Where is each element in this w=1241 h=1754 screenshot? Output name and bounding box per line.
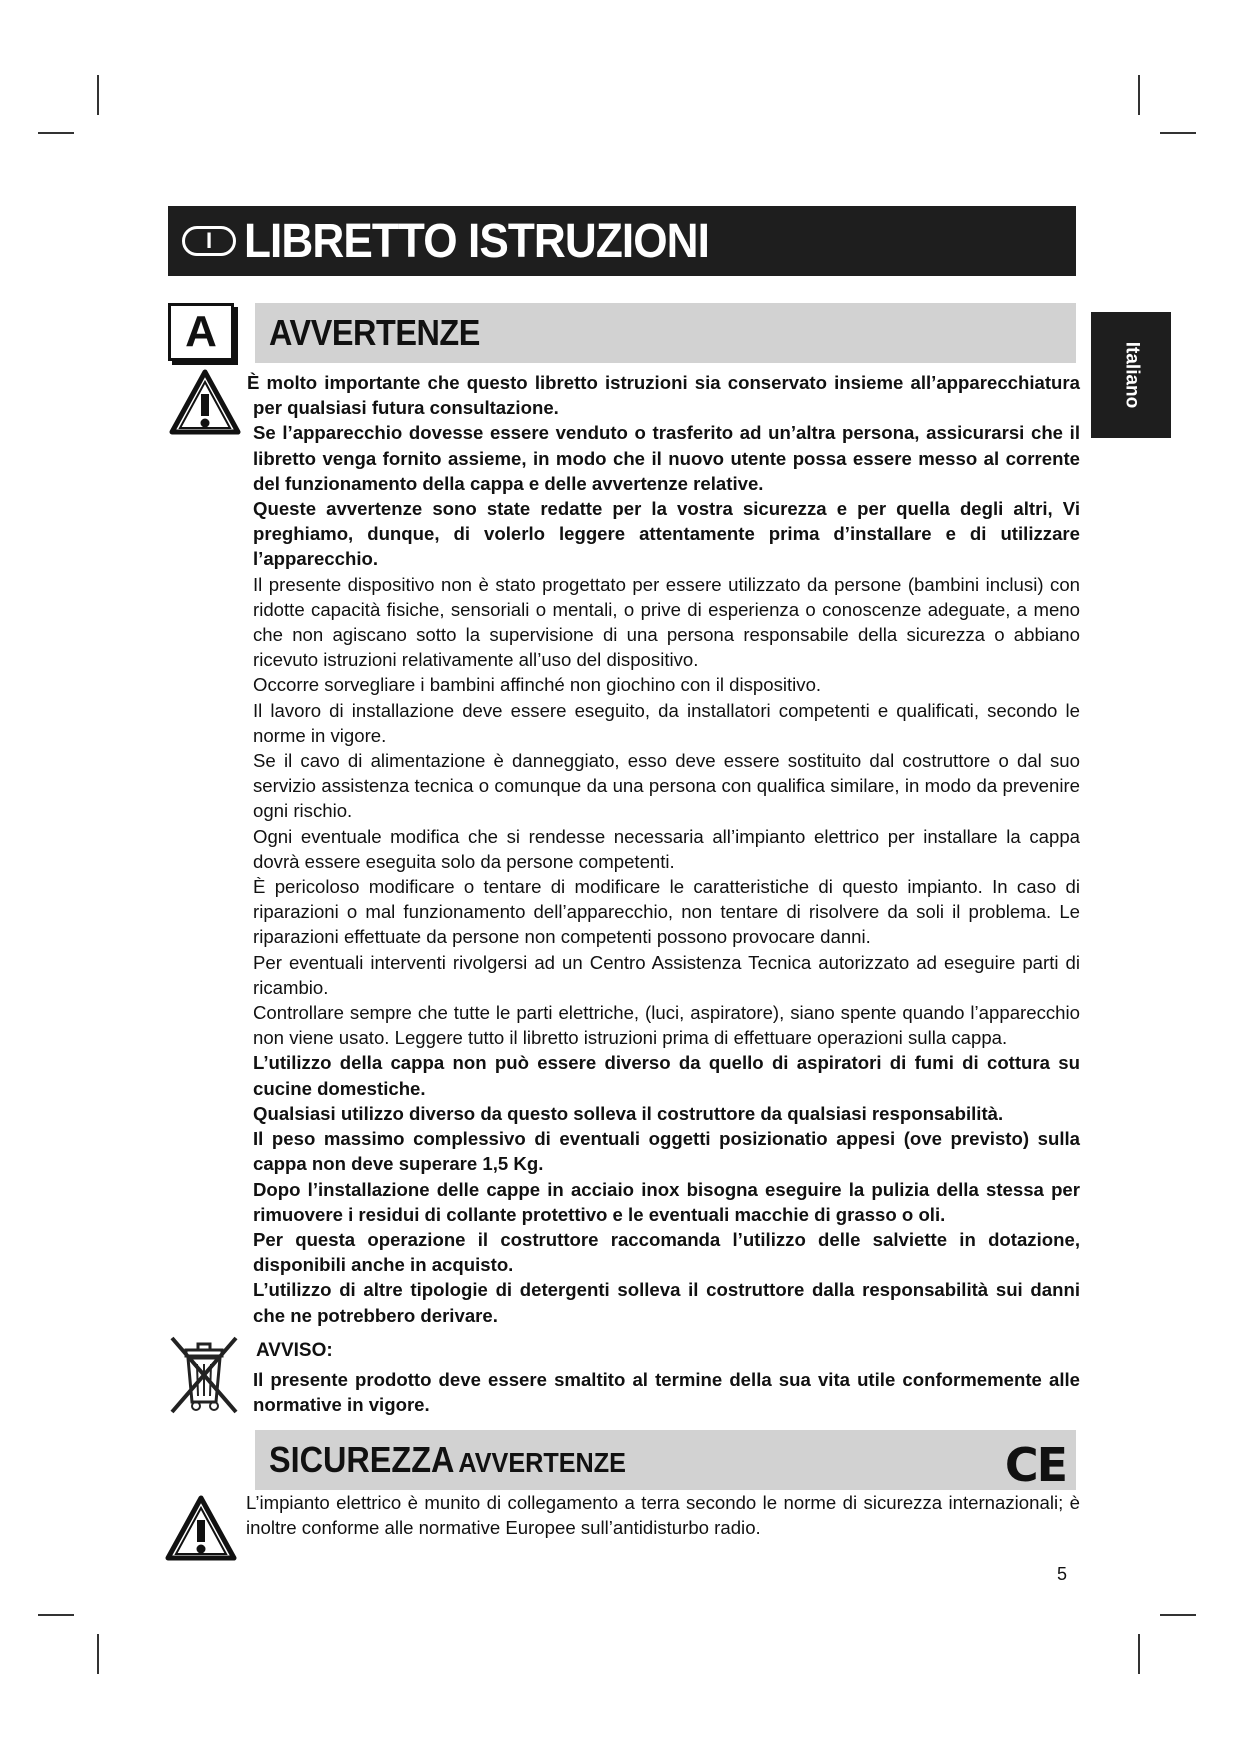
crop-mark [1138,75,1140,115]
document-title-bar [168,206,1076,276]
crop-mark [97,1634,99,1674]
crop-mark [97,75,99,115]
language-tab [1091,312,1171,438]
crop-mark [38,132,74,134]
crop-mark [1138,1634,1140,1674]
paragraph: Se il cavo di alimentazione è danneggiato, esso deve essere sostituito dal costruttore o dal suo servizio assistenza tecnica o comunque da una persona con qualifica similare, in modo da prevenire ogni rischio. [253,750,1080,822]
language-badge: I [182,226,236,256]
section-header-avvertenze [255,303,1076,363]
section-title-main: SICUREZZA [269,1439,455,1480]
paragraph: Dopo l’installazione delle cappe in acciaio inox bisogna eseguire la pulizia della stessa per rimuovere i residui di collante protettivo e le eventuali macchie di grasso o oli. [253,1178,1080,1225]
paragraph: È pericoloso modificare o tentare di modificare le caratteristiche di questo impianto. In caso di riparazioni o mal funzionamento dell’apparecchio, non tentare di risolvere da soli il problema. Le riparazioni effettuate da persone non competenti possono provocare danni. [253,876,1080,948]
safety-text: L’impianto elettrico è munito di collegamento a terra secondo le norme di sicurezza internazionali; è inoltre conforme alle normative Europee sull’antidisturbo radio. [246,1492,1080,1539]
paragraph: L’utilizzo della cappa non può essere diverso da quello di aspiratori di fumi di cottura su cucine domestiche. [253,1052,1080,1099]
paragraph: Occorre sorvegliare i bambini affinché non giochino con il dispositivo. [253,674,822,696]
avvertenze-body [247,370,1080,1328]
paragraph: Se l’apparecchio dovesse essere venduto o trasferito ad un’altra persona, assicurarsi che il libretto venga fornito assieme, in modo che il nuovo utente possa essere messo al corrente del funzionamento della cappa e delle avvertenze relative. [253,422,1080,494]
crop-mark [1160,132,1196,134]
paragraph: Il presente dispositivo non è stato progettato per essere utilizzato da persone (bambini inclusi) con ridotte capacità fisiche, sensoriali o mentali, o prive di esperienza o conoscenze adeguate, a meno che non agiscano sotto la supervisione di una persona responsabile della sicurezza o abbiano ricevuto istruzioni relativamente all’uso del dispositivo. [253,573,1080,671]
section-title [269,1439,626,1481]
paragraph: Il lavoro di installazione deve essere eseguito, da installatori competenti e qualificati, secondo le norme in vigore. [253,699,1080,746]
paragraph: Queste avvertenze sono state redatte per la vostra sicurezza e per quella degli altri, Vi preghiamo, dunque, di volerlo leggere attentamente prima d’installare e di utilizzare l’apparecchio. [253,498,1080,570]
warning-triangle-icon [168,368,242,436]
paragraph: Controllare sempre che tutte le parti elettriche, (luci, aspiratore), siano spente quando l’apparecchio non viene usato. Leggere tutto il libretto istruzioni prima di effettuare operazioni sulla cappa. [253,1002,1080,1049]
section-title: AVVERTENZE [269,312,480,353]
avviso-text: Il presente prodotto deve essere smaltito al termine della sua vita utile conformemente alle normative in vigore. [253,1369,1080,1416]
warning-triangle-icon [164,1494,238,1562]
paragraph: L’utilizzo di altre tipologie di detergenti solleva il costruttore dalla responsabilità sui danni che ne potrebbero derivare. [253,1279,1080,1326]
paragraph: Il peso massimo complessivo di eventuali oggetti posizionatio appesi (ove previsto) sulla cappa non deve superare 1,5 Kg. [253,1128,1080,1175]
crossed-bin-icon [166,1332,242,1416]
paragraph: Per questa operazione il costruttore raccomanda l’utilizzo delle salviette in dotazione, disponibili anche in acquisto. [253,1228,1080,1276]
document-title: LIBRETTO ISTRUZIONI [244,214,710,268]
language-tab-label: Italiano [1120,341,1142,409]
paragraph: Qualsiasi utilizzo diverso da questo solleva il costruttore da qualsiasi responsabilità. [253,1102,1004,1124]
section-letter: A [168,303,234,361]
page-number: 5 [1057,1564,1068,1584]
crop-mark [1160,1614,1196,1616]
paragraph: È molto importante che questo libretto istruzioni sia conservato insieme all’apparecchiatura per qualsiasi futura consultazione. [247,372,1080,419]
crop-mark [38,1614,74,1616]
section-header-sicurezza [255,1430,1076,1490]
avviso-label: AVVISO: [256,1340,333,1361]
section-title-sub: AVVERTENZE [458,1447,626,1478]
ce-mark: CE [1004,1438,1066,1492]
paragraph: Per eventuali interventi rivolgersi ad un Centro Assistenza Tecnica autorizzato ad eseguire parti di ricambio. [253,951,1080,998]
paragraph: Ogni eventuale modifica che si rendesse necessaria all’impianto elettrico per installare la cappa dovrà essere eseguita solo da persone competenti. [253,825,1080,872]
